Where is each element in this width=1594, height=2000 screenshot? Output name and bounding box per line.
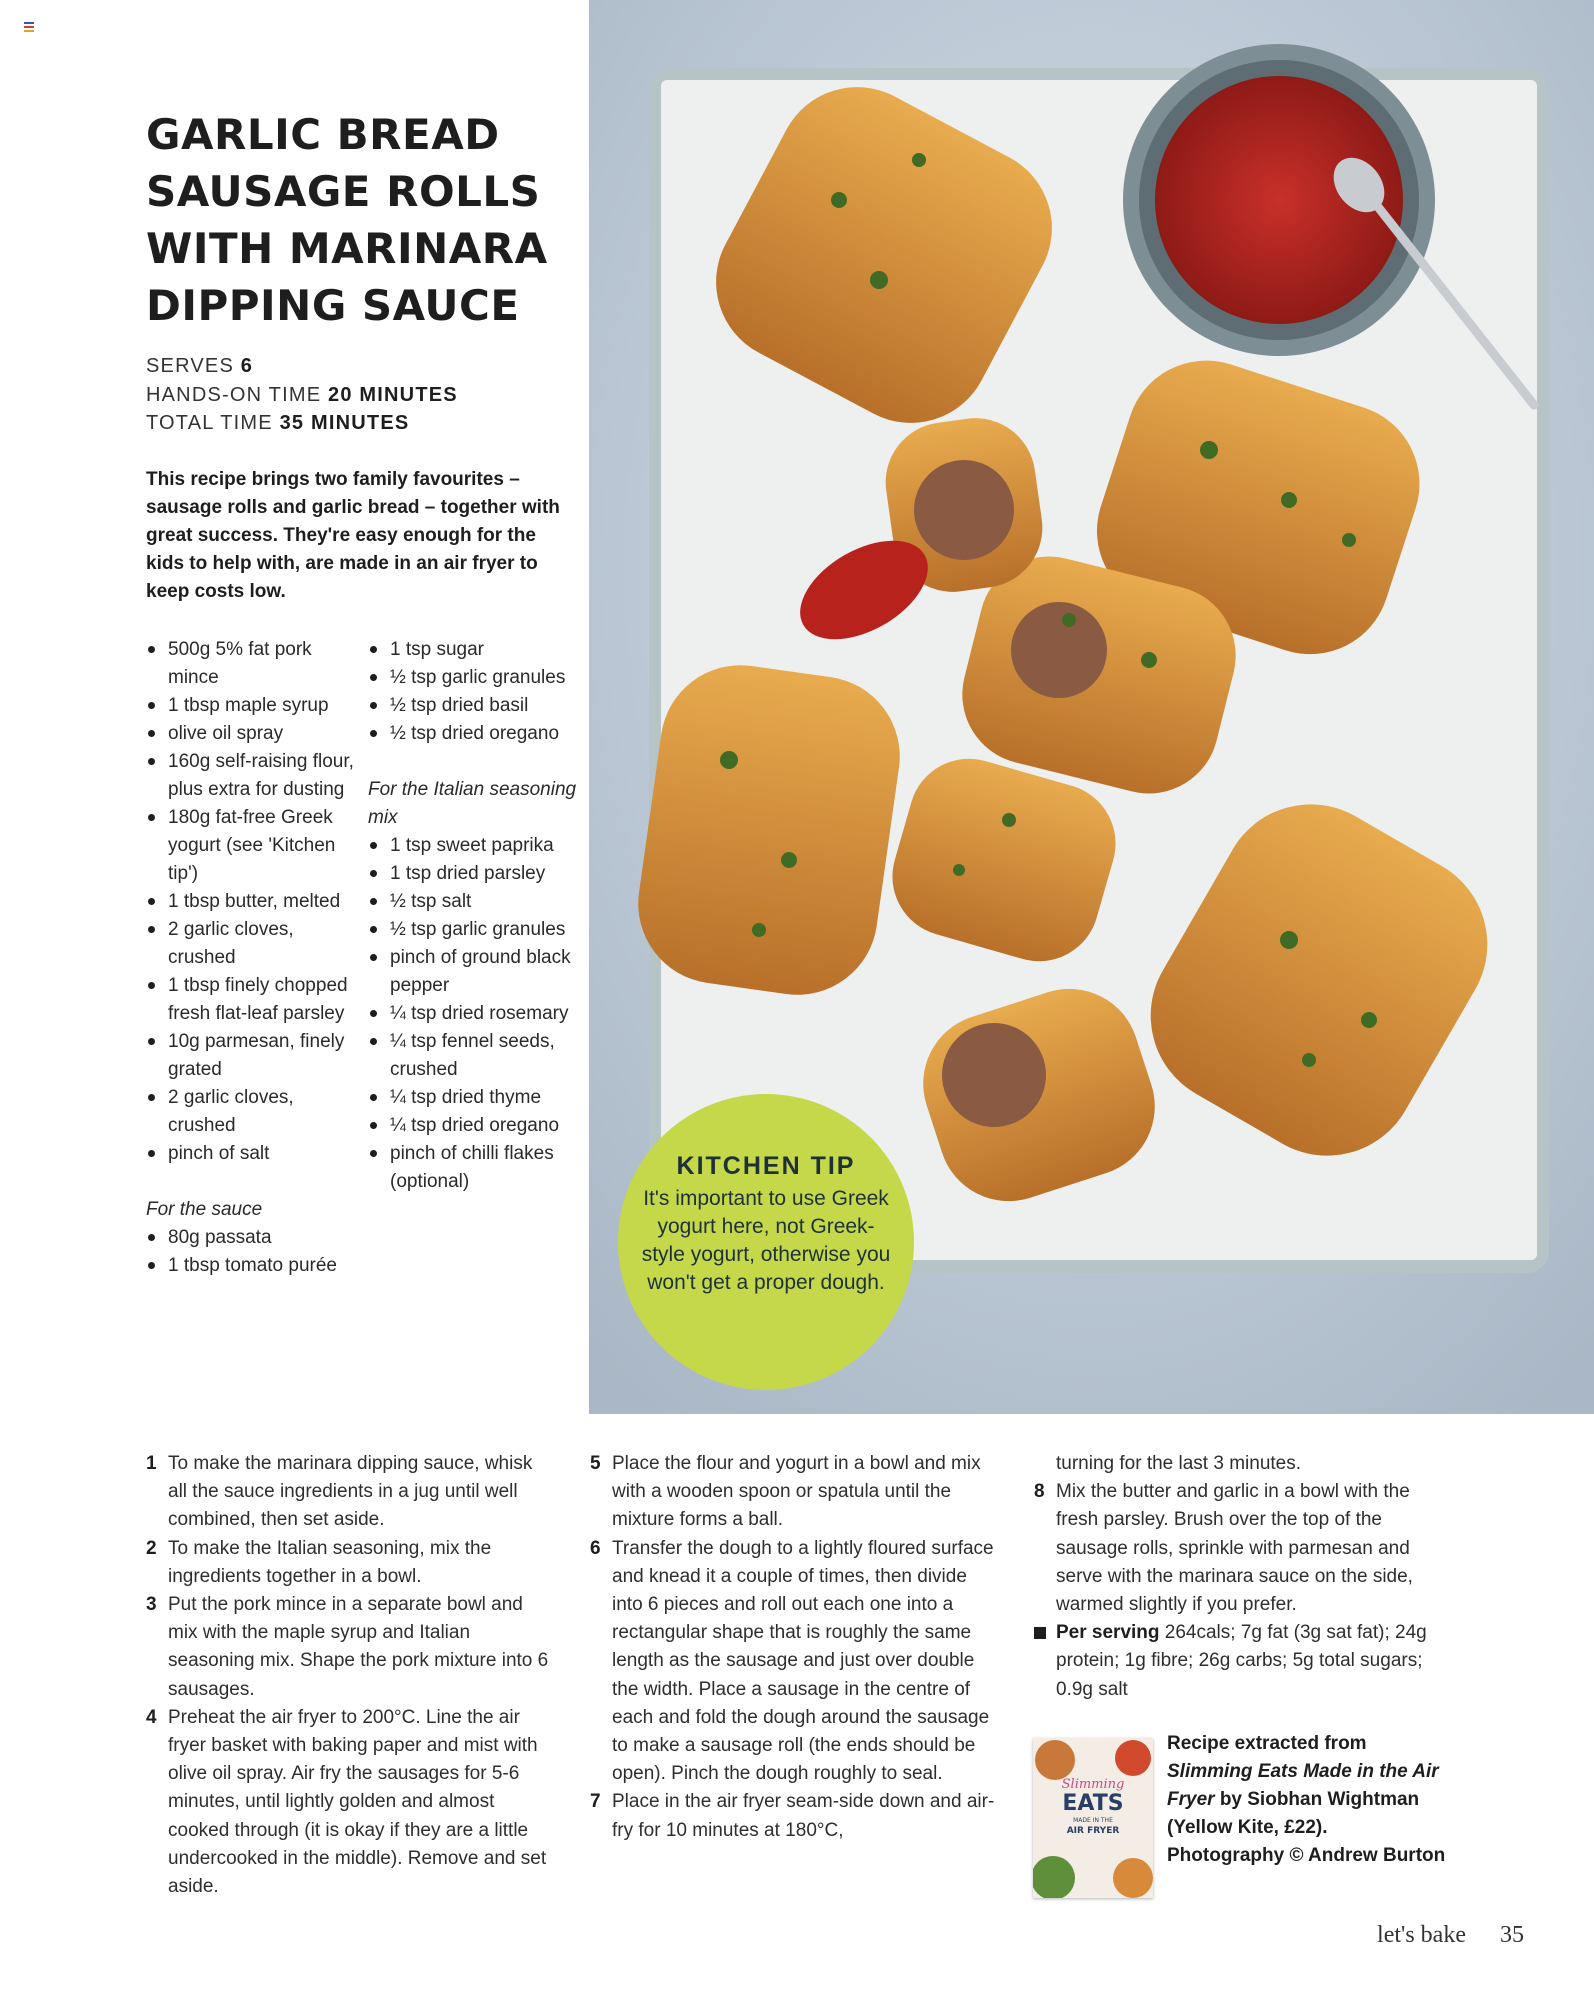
method-step-6: 6 Transfer the dough to a lightly floured surface and knead it a couple of times, then divide into 6 pieces and roll out each one into a rectangular shape that is roughly the same length as the sausage and just over double the width. Place a sausage in the centre of each and fold the dough around the sausage to make a sausage roll (the ends should be open). Pinch the dough roughly to seal.: [590, 1537, 994, 1785]
page-footer: [1377, 1922, 1524, 1949]
book-cover-line-3: MADE IN THE: [1073, 1817, 1113, 1824]
per-serving-nutrition: Per serving 264cals; 7g fat (3g sat fat); 24g protein; 1g fibre; 26g carbs; 5g total sugars; 0.9g salt: [1034, 1619, 1454, 1704]
method-step-8: 8 Mix the butter and garlic in a bowl with the fresh parsley. Brush over the top of the sausage rolls, sprinkle with parmesan and serve with the marinara sauce on the side, warmed slightly if you prefer.: [1034, 1481, 1413, 1616]
ingredient-item: 10g parmesan, finely grated: [146, 1028, 356, 1084]
kitchen-tip-body: It's important to use Greek yogurt here, not Greek-style yogurt, otherwise you won't get a proper dough.: [641, 1187, 891, 1294]
ingredient-item: olive oil spray: [146, 720, 356, 748]
ingredient-item: ¼ tsp dried oregano: [368, 1112, 580, 1140]
ingredient-item: ¼ tsp dried rosemary: [368, 1000, 580, 1028]
method-step-1: 1 To make the marinara dipping sauce, whisk all the sauce ingredients in a jug until well combined, then set aside.: [146, 1453, 533, 1531]
book-cover: [1033, 1738, 1153, 1898]
meta-total-time: TOTAL TIME 35 MINUTES: [146, 412, 410, 434]
kitchen-tip-heading: KITCHEN TIP: [676, 1152, 856, 1180]
page-number: 35: [1500, 1922, 1524, 1948]
method-column-1: [146, 1450, 556, 1901]
method-step-7-continued: turning for the last 3 minutes.: [1056, 1453, 1302, 1474]
footer-section-name: let's bake: [1377, 1922, 1466, 1948]
method-step-7: 7 Place in the air fryer seam-side down and air-fry for 10 minutes at 180°C,: [590, 1791, 995, 1841]
ingredient-item: 80g passata: [146, 1224, 356, 1252]
ingredient-item: ½ tsp salt: [368, 888, 580, 916]
ingredient-item: ½ tsp garlic granules: [368, 916, 580, 944]
ingredient-item: 1 tbsp maple syrup: [146, 692, 356, 720]
method-step-4: 4 Preheat the air fryer to 200°C. Line the air fryer basket with baking paper and mist with olive oil spray. Air fry the sausages for 5-6 minutes, until lightly golden and almost cooked through (it is okay if they are a little undercooked in the middle). Remove and set aside.: [146, 1706, 547, 1898]
ingredient-item: 1 tsp sweet paprika: [368, 832, 580, 860]
recipe-title: GARLIC BREAD SAUSAGE ROLLS WITH MARINARA DIPPING SAUCE: [146, 110, 548, 330]
ingredient-item: 1 tbsp finely chopped fresh flat-leaf parsley: [146, 972, 356, 1028]
method-column-3: [1034, 1450, 1454, 1704]
ingredient-item: 500g 5% fat pork mince: [146, 636, 356, 692]
ingredient-item: 1 tsp sugar: [368, 636, 580, 664]
meta-hands-on-time: HANDS-ON TIME 20 MINUTES: [146, 383, 458, 406]
ingredient-item: 2 garlic cloves, crushed: [146, 916, 356, 972]
ingredient-item: 1 tbsp butter, melted: [146, 888, 356, 916]
recipe-intro: This recipe brings two family favourites – sausage rolls and garlic bread – together with great success. They're easy enough for the kids to help with, are made in an air fryer to keep costs low.: [146, 469, 560, 602]
recipe-meta: [146, 352, 458, 438]
ingredient-list-sauce-extra: [368, 636, 580, 748]
book-cover-line-1: Slimming: [1061, 1777, 1125, 1792]
ingredient-list-main: [146, 636, 356, 1168]
ingredient-item: ½ tsp dried basil: [368, 692, 580, 720]
seasoning-heading: For the Italian seasoning mix: [368, 779, 577, 828]
book-cover-line-2: EATS: [1062, 1791, 1124, 1816]
meta-serves: SERVES 6: [146, 355, 254, 377]
method-step-5: 5 Place the flour and yogurt in a bowl and mix with a wooden spoon or spatula until the mixture forms a ball.: [590, 1453, 981, 1531]
ingredient-item: pinch of ground black pepper: [368, 944, 580, 1000]
ingredient-item: ¼ tsp fennel seeds, crushed: [368, 1028, 580, 1084]
ingredient-item: pinch of chilli flakes (optional): [368, 1140, 580, 1196]
method-step-2: 2 To make the Italian seasoning, mix the ingredients together in a bowl.: [146, 1537, 492, 1587]
ingredient-list-seasoning: [368, 832, 580, 1196]
ingredient-item: 1 tsp dried parsley: [368, 860, 580, 888]
book-cover-line-4: AIR FRYER: [1066, 1826, 1120, 1836]
ingredient-item: ½ tsp garlic granules: [368, 664, 580, 692]
method-column-2: [590, 1450, 1000, 1845]
ingredient-item: 2 garlic cloves, crushed: [146, 1084, 356, 1140]
menu-icon: [24, 22, 34, 34]
ingredient-item: 180g fat-free Greek yogurt (see 'Kitchen tip'): [146, 804, 356, 888]
ingredient-item: ¼ tsp dried thyme: [368, 1084, 580, 1112]
recipe-credit: Recipe extracted from Slimming Eats Made in the Air Fryer by Siobhan Wightman (Yellow Kite, £22). Photography © Andrew Burton: [1167, 1733, 1446, 1866]
ingredients-column-2: [368, 636, 580, 1196]
ingredient-list-sauce: [146, 1224, 356, 1280]
ingredient-item: 160g self-raising flour, plus extra for dusting: [146, 748, 356, 804]
sauce-heading: For the sauce: [146, 1199, 263, 1220]
kitchen-tip-badge: [618, 1094, 914, 1390]
ingredients-column-1: [146, 636, 356, 1280]
method-step-3: 3 Put the pork mince in a separate bowl and mix with the maple syrup and Italian seasoning mix. Shape the pork mixture into 6 sausages.: [146, 1594, 549, 1700]
ingredient-item: ½ tsp dried oregano: [368, 720, 580, 748]
ingredient-item: pinch of salt: [146, 1140, 356, 1168]
ingredient-item: 1 tbsp tomato purée: [146, 1252, 356, 1280]
